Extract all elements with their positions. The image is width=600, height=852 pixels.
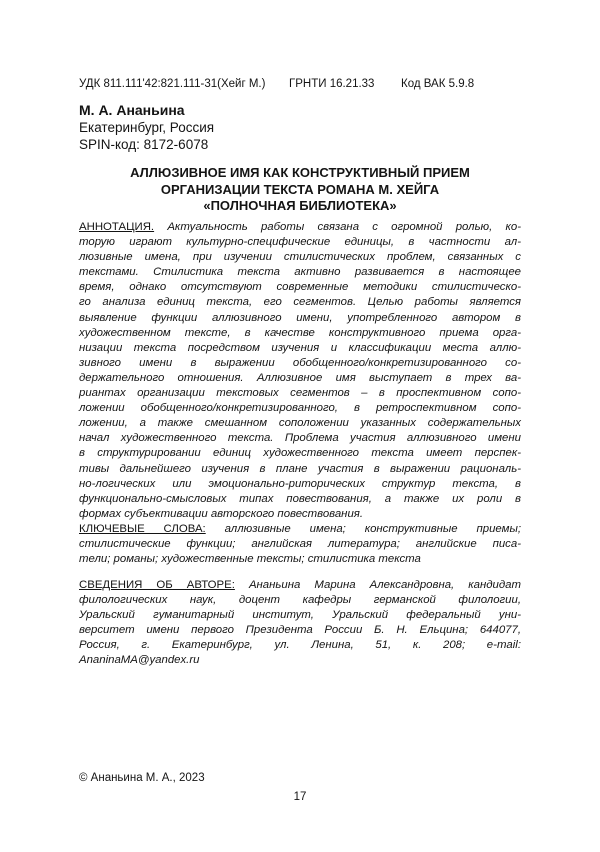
abstract-line [79,265,521,280]
abstract-section [79,220,521,522]
abstract-text: текстами. Стилистика текста активно развивается в настоящее [79,266,521,279]
abstract-line [79,386,521,401]
about-line [79,578,521,593]
abstract-text: Актуальность работы связана с огромной ролью, ко- [167,221,521,233]
keywords-line [79,552,521,567]
abstract-line [79,401,521,416]
about-text: филологических наук, доцент кафедры германской филологии, [79,594,521,607]
abstract-text: функционально-смысловых типах повествования, а также их роли в [79,492,521,505]
abstract-line [79,295,521,310]
about-text: Уральский гуманитарный институт, Уральский федеральный уни- [79,609,521,622]
about-text: AnaninaMA@yandex.ru [79,654,200,667]
keywords-line [79,537,521,552]
abstract-text: низации текста посредством изучения и классификации места аллю- [79,341,521,354]
abstract-line [79,356,521,371]
abstract-label: АННОТАЦИЯ. [79,221,155,233]
keywords-text: стилистические функции; английская литература; английские писа- [79,538,521,551]
keywords-line [79,522,521,537]
author-block [79,101,214,153]
abstract-line [79,311,521,326]
abstract-text: ложении обобщенного/конкретизированного, в ретроспективном сопо- [79,402,521,415]
copyright-notice: © Ананьина М. А., 2023 [79,772,205,784]
abstract-line [79,446,521,461]
abstract-line [79,235,521,250]
author-city: Екатеринбург, Россия [79,120,215,135]
abstract-line [79,416,521,431]
keywords-text: тели; романы; художественные тексты; стилистика текста [79,553,421,566]
author-name: М. А. Ананьина [79,102,185,118]
grnti-code: ГРНТИ 16.21.33 [289,78,375,90]
vak-code: Код ВАК 5.9.8 [401,78,475,90]
abstract-line [79,280,521,295]
abstract-line [79,477,521,492]
abstract-text: торую играют культурно-специфические единицы, в частности ал- [79,236,521,249]
about-text: Россия, г. Екатеринбург, ул. Ленина, 51, к. 208; e-mail: [79,639,521,652]
about-line [79,608,521,623]
about-text: Ананьина Марина Александровна, кандидат [248,579,521,591]
abstract-text: художественном тексте, в качестве конструктивного приема орга- [79,326,521,339]
abstract-text: ложении, а также смешанном соположении указанных содержательных [79,417,521,430]
about-text: верситет имени первого Президента России Б. Н. Ельцина; 644077, [79,624,521,637]
abstract-text: начал художественного текста. Проблема участия аллюзивного имени [79,432,521,445]
title-line: «ПОЛНОЧНАЯ БИБЛИОТЕКА» [203,198,397,213]
about-line [79,593,521,608]
title-line: ОРГАНИЗАЦИИ ТЕКСТА РОМАНА М. ХЕЙГА [160,181,440,197]
about-line [79,653,521,668]
abstract-text: держательного отношения. Аллюзивное имя выступает в трех ва- [79,371,521,384]
abstract-text: го анализа единиц текста, его сегментов. Целью работы является [79,296,521,309]
author-info-section [79,578,521,669]
keywords-text: аллюзивные имена; конструктивные приемы; [224,523,521,535]
abstract-line [79,462,521,477]
abstract-text: люзивные имена, при изучении стилистических проблем, связанных с [79,251,521,264]
abstract-text: формах субъективации авторского повествования. [79,507,364,520]
title-line: АЛЛЮЗИВНОЕ ИМЯ КАК КОНСТРУКТИВНЫЙ ПРИЕМ [130,165,470,180]
keywords-label: КЛЮЧЕВЫЕ СЛОВА: [79,523,206,535]
abstract-text: но-логических или эмоционально-риторических структур текста, в [79,477,521,490]
udk-code: УДК 811.111'42:821.111-31(Хейг М.) [79,78,266,90]
abstract-text: в структурировании единиц художественного текста имеет перспек- [79,447,521,460]
abstract-line [79,431,521,446]
abstract-text: выявление функции аллюзивного имени, употребленного автором в [79,311,521,324]
abstract-line [79,371,521,386]
abstract-text: риантах организации текстовых сегментов – в проспективном сопо- [79,387,521,400]
abstract-text: время, однако отсутствуют современные методики стилистическо- [79,281,521,294]
author-spin: SPIN-код: 8172-6078 [79,137,209,152]
page-number: 17 [293,791,307,803]
about-line [79,638,521,653]
about-line [79,623,521,638]
keywords-section [79,522,521,567]
abstract-line [79,220,521,235]
abstract-line [79,326,521,341]
abstract-line [79,250,521,265]
abstract-text: тивы дальнейшего изучения в плане участия в выражении рациональ- [79,462,521,475]
abstract-line [79,492,521,507]
about-label: СВЕДЕНИЯ ОБ АВТОРЕ: [79,579,235,591]
abstract-line [79,341,521,356]
abstract-line [79,507,521,522]
article-title [79,165,521,215]
abstract-text: зивного имени в выражении обобщенного/конкретизированного со- [79,356,521,369]
